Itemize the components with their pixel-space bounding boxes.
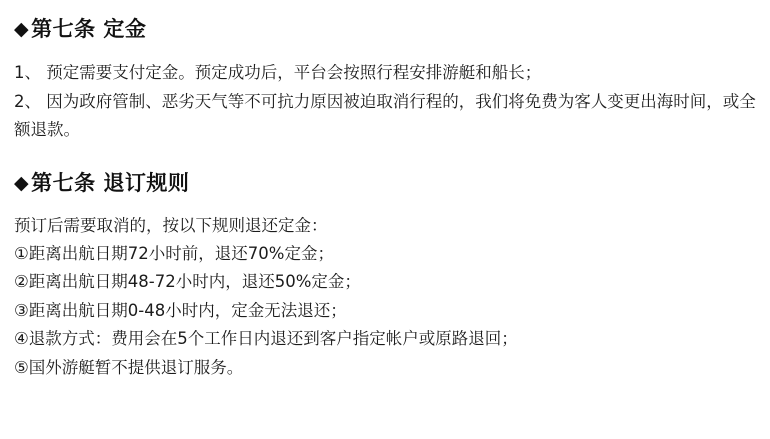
cancellation-rule-2: ②距离出航日期48-72小时内，退还50%定金； xyxy=(14,272,361,292)
section-heading-text: 第七条 退订规则 xyxy=(31,171,190,196)
section-heading-cancellation xyxy=(14,170,756,197)
cancellation-rule-1: ①距离出航日期72小时前，退还70%定金； xyxy=(14,244,334,264)
cancellation-rules xyxy=(14,212,756,382)
deposit-paragraph-2: 2、 因为政府管制、恶劣天气等不可抗力原因被迫取消行程的，我们将免费为客人变更出海时间，或全额退款。 xyxy=(14,91,756,140)
section-heading-deposit xyxy=(14,16,756,43)
cancellation-intro: 预订后需要取消的，按以下规则退还定金： xyxy=(14,215,328,235)
deposit-paragraph-1: 1、 预定需要支付定金。预定成功后，平台会按照行程安排游艇和船长； xyxy=(14,63,542,83)
section-heading-text: 第七条 定金 xyxy=(31,17,147,41)
diamond-bullet-icon: ◆ xyxy=(14,172,30,195)
cancellation-rule-3: ③距离出航日期0-48小时内，定金无法退还； xyxy=(14,300,347,320)
deposit-paragraphs xyxy=(14,59,756,144)
cancellation-rule-4: ④退款方式：费用会在5个工作日内退还到客户指定帐户或原路退回； xyxy=(14,329,518,349)
diamond-bullet-icon: ◆ xyxy=(14,18,30,40)
cancellation-rule-5: ⑤国外游艇暂不提供退订服务。 xyxy=(14,357,244,377)
